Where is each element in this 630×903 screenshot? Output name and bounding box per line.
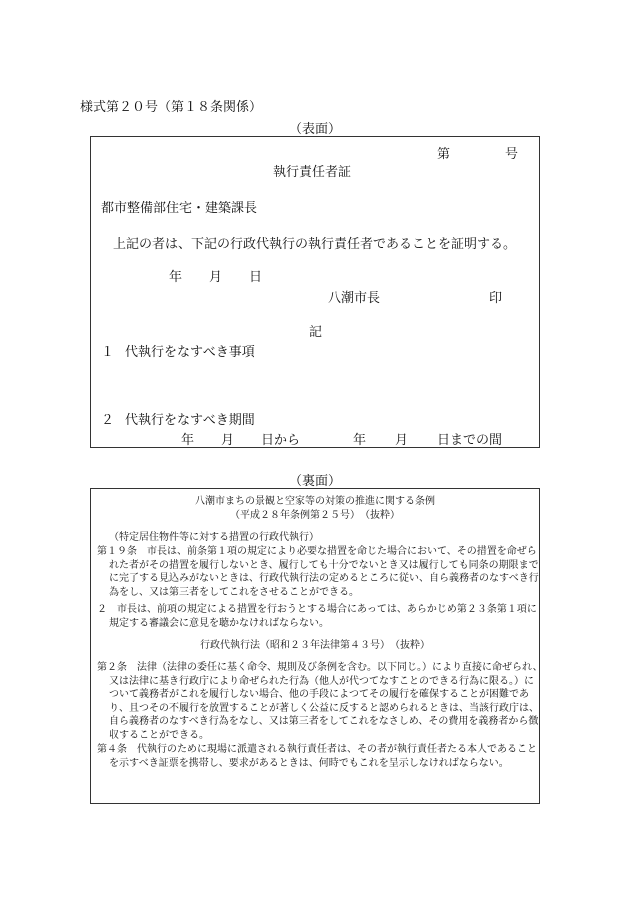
seal-mark: 印 [489,291,503,306]
front-side-label: （表面） [288,122,341,137]
period-end-day: 日までの間 [437,433,503,448]
form-title: 様式第２０号（第１８条関係） [80,100,263,115]
article-19-paragraph-2: ２ 市長は、前項の規定による措置を行おうとする場合にあっては、あらかじめ第２３条第１項に規定する審議会に意見を聴かなければならない。 [97,604,537,629]
period-start-year: 年 [181,433,195,448]
number-go: 号 [505,147,519,162]
issuer-name: 八潮市長 [328,291,381,306]
article-2: 第２条 法律（法律の委任に基く命令、規則及び条例を含む。以下同じ。）により直接に命ぜられ、又は法律に基き行政庁により命ぜられた行為（他人が代つてなすことのできる行為に限る。）について義務者がこれを履行しない場合、他の手段によつてその履行を確保することが困難であり、且つその不履行を放置することが著しく公益に反すると認められるときは、当該行政庁は、自ら義務者のなすべき行為をなし、又は第三者をしてこれをなさしめ、その費用を義務者から徴収することができる。 [97,662,543,741]
period-start-day: 日から [261,433,301,448]
article-4: 第４条 代執行のために現場に派遣される執行責任者は、その者が執行責任者たる本人であることを示すべき証票を携帯し、要求があるときは、何時でもこれを呈示しなければならない。 [97,744,537,769]
period-start-month: 月 [221,433,235,448]
period-end-month: 月 [395,433,409,448]
number-dai: 第 [437,147,451,162]
item2-number: ２ [101,413,115,428]
back-law-excerpt-box [90,488,543,804]
back-side-label: （裏面） [288,474,341,489]
section-heading: （特定居住物件等に対する措置の行政代執行） [109,532,319,543]
item1-text: 代執行をなすべき事項 [125,345,255,360]
ordinance-subtitle: （平成２８年条例第２５号） （抜粋） [230,510,400,521]
item2-text: 代執行をなすべき期間 [125,413,255,428]
ordinance-title: 八潮市まちの景観と空家等の対策の推進に関する条例 [195,496,435,507]
article-19: 第１９条 市長は、前条第１項の規定により必要な措置を命じた場合において、その措置を命ぜられた者がその措置を履行しないとき、履行しても十分でないとき又は履行しても同条の期限までに完了する見込みがないときは、行政代執行法の定めるところに従い、自ら義務者のなすべき行為をし、又は第三者をしてこれをさせることができる。 [97,546,539,598]
certificate-title: 執行責任者証 [273,165,352,180]
front-certificate-box [90,136,540,448]
period-end-year: 年 [353,433,367,448]
department-name: 都市整備部住宅・建築課長 [101,201,258,216]
ki-heading: 記 [309,325,323,340]
issue-date-day: 日 [249,270,263,285]
issue-date-year: 年 [169,270,183,285]
issue-date-month: 月 [209,270,223,285]
certificate-statement: 上記の者は、下記の行政代執行の執行責任者であることを証明する。 [113,237,517,252]
administrative-execution-act-title: 行政代執行法（昭和２３年法律第４３号） （抜粋） [200,640,430,651]
item1-number: １ [101,345,115,360]
